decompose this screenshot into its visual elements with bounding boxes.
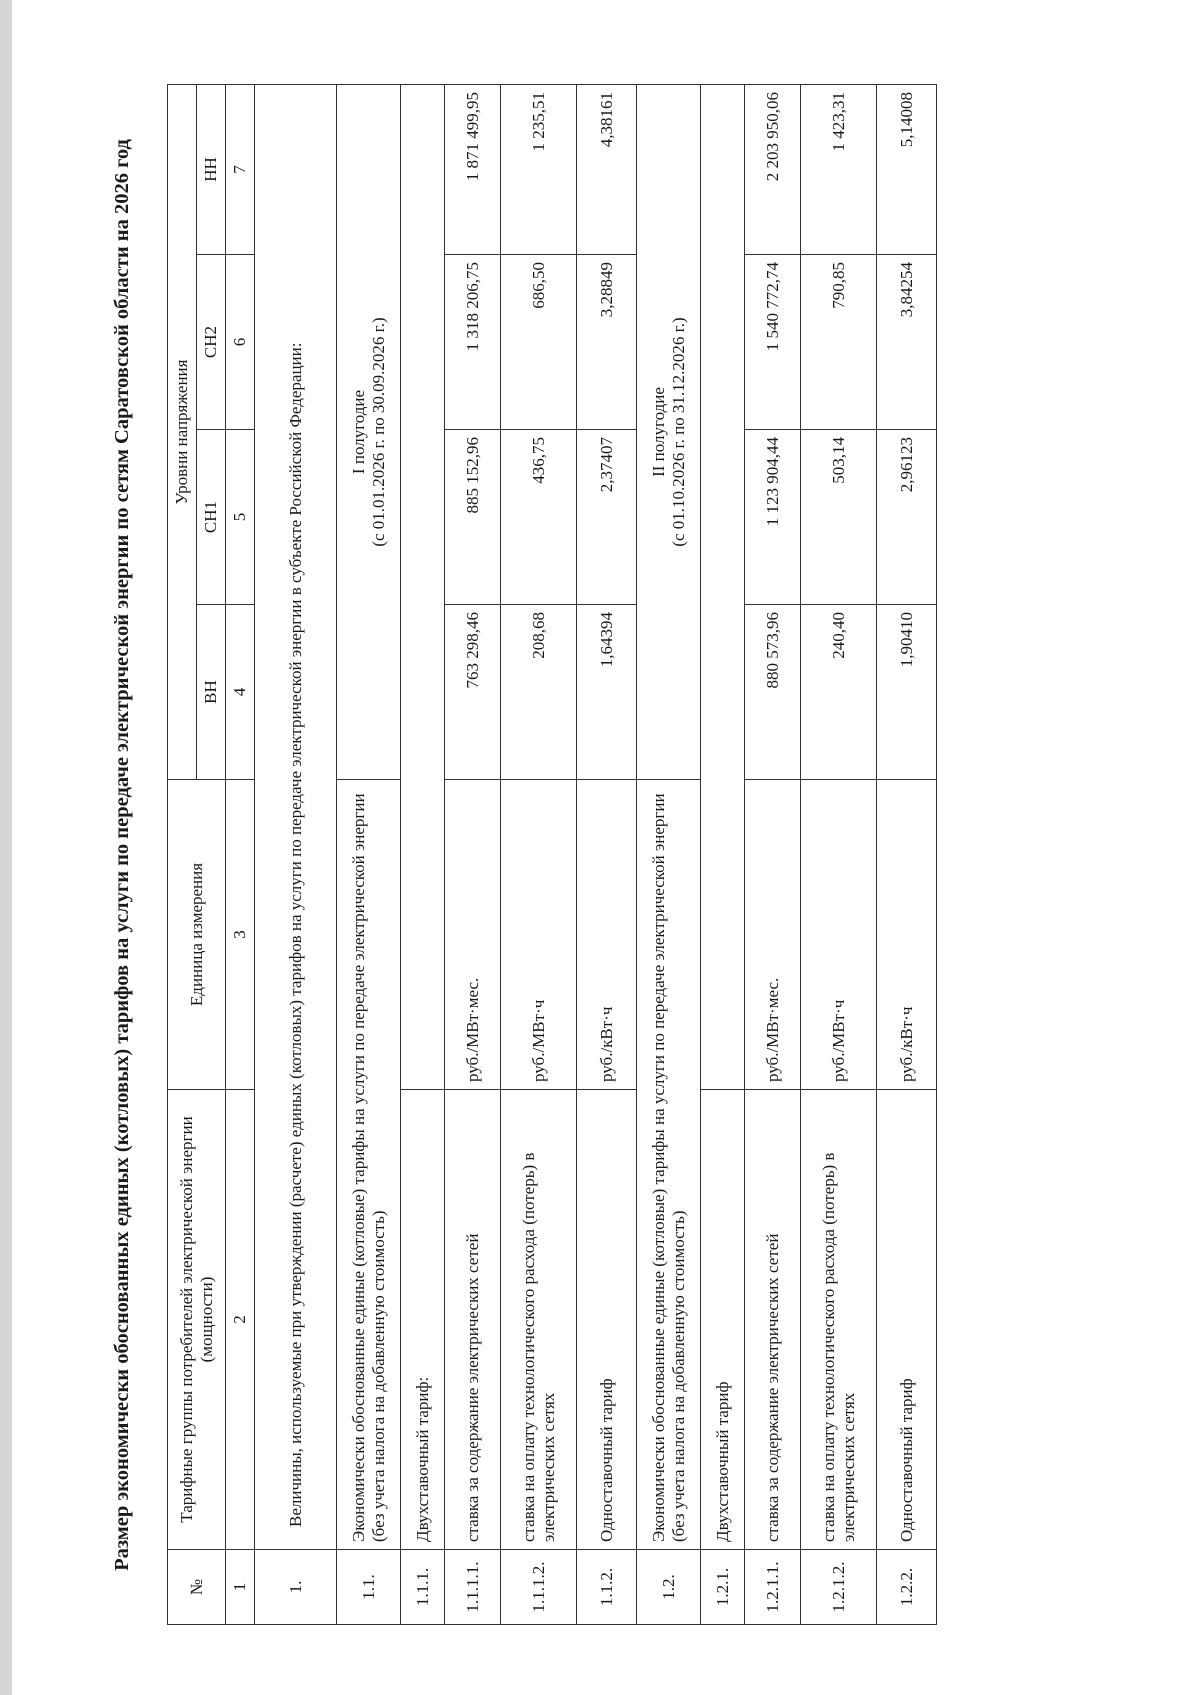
- header-sn1: СН1: [197, 430, 226, 605]
- value-nn: 1 423,31: [801, 85, 877, 255]
- table-row: [701, 85, 745, 1625]
- row-number: 1.2.1.1.: [745, 1550, 801, 1625]
- row-label: ставка на оплату технологического расхода (потерь) в электрических сетях: [801, 1090, 877, 1550]
- row-unit: руб./кВт·ч: [577, 780, 637, 1090]
- rotated-content: [105, 0, 1200, 1665]
- value-sn1: 2,37407: [577, 430, 637, 605]
- value-vn: 1,90410: [877, 605, 937, 780]
- row-number: 1.1.1.1.: [445, 1550, 501, 1625]
- value-sn1: 503,14: [801, 430, 877, 605]
- row-label: Двухставочный тариф:: [401, 1090, 445, 1550]
- table-row: [745, 85, 801, 1625]
- period-dates: (с 01.10.2026 г. по 31.12.2026 г.): [668, 317, 688, 547]
- row-number: 1.2.2.: [877, 1550, 937, 1625]
- table-row: [255, 85, 337, 1625]
- row-unit: руб./МВт·ч: [501, 780, 577, 1090]
- column-number: 1: [226, 1550, 255, 1625]
- row-label: Экономически обоснованные единые (котловые) тарифы на услуги по передаче электрической энергии (без учета налога на добавленную стоимость): [637, 780, 701, 1550]
- period-cell: [637, 85, 701, 780]
- column-number: 3: [226, 780, 255, 1090]
- column-number: 5: [226, 430, 255, 605]
- value-sn1: 436,75: [501, 430, 577, 605]
- header-voltage-levels: Уровни напряжения: [168, 85, 197, 780]
- document-page: [12, 0, 1200, 1695]
- row-label: Двухставочный тариф: [701, 1090, 745, 1550]
- value-vn: 880 573,96: [745, 605, 801, 780]
- period-cell: [337, 85, 401, 780]
- value-sn1: 1 123 904,44: [745, 430, 801, 605]
- table-row: [501, 85, 577, 1625]
- row-label: Величины, используемые при утверждении (расчете) единых (котловых) тарифов на услуги по передаче электрической энергии в субъекте Российской Федерации:: [255, 85, 337, 1550]
- value-sn2: 686,50: [501, 255, 577, 430]
- column-number: 4: [226, 605, 255, 780]
- row-label: ставка за содержание электрических сетей: [445, 1090, 501, 1550]
- table-row: [577, 85, 637, 1625]
- period-dates: (с 01.01.2026 г. по 30.09.2026 г.): [368, 317, 388, 547]
- column-number: 6: [226, 255, 255, 430]
- period-label: I полугодие: [348, 389, 368, 475]
- table-row: [637, 85, 701, 1625]
- row-label: Одноставочный тариф: [577, 1090, 637, 1550]
- value-nn: 5,14008: [877, 85, 937, 255]
- value-sn1: 2,96123: [877, 430, 937, 605]
- row-label: ставка за содержание электрических сетей: [745, 1090, 801, 1550]
- period-label: II полугодие: [648, 387, 668, 477]
- row-unit: руб./МВт·ч: [801, 780, 877, 1090]
- table-row: [401, 85, 445, 1625]
- value-sn2: 790,85: [801, 255, 877, 430]
- value-sn2: 3,84254: [877, 255, 937, 430]
- header-sn2: СН2: [197, 255, 226, 430]
- row-number: 1.: [255, 1550, 337, 1625]
- value-vn: 240,40: [801, 605, 877, 780]
- row-unit: руб./МВт·мес.: [445, 780, 501, 1090]
- tariff-table: [167, 84, 937, 1625]
- row-unit: руб./кВт·ч: [877, 780, 937, 1090]
- row-unit: руб./МВт·мес.: [745, 780, 801, 1090]
- value-sn2: 1 318 206,75: [445, 255, 501, 430]
- row-label: Экономически обоснованные единые (котловые) тарифы на услуги по передаче электрической энергии (без учета налога на добавленную стоимость): [337, 780, 401, 1550]
- value-sn1: 885 152,96: [445, 430, 501, 605]
- value-sn2: 1 540 772,74: [745, 255, 801, 430]
- row-label: Одноставочный тариф: [877, 1090, 937, 1550]
- value-nn: 1 235,51: [501, 85, 577, 255]
- empty-cell: [701, 85, 745, 1090]
- table-row: [801, 85, 877, 1625]
- column-number: 2: [226, 1090, 255, 1550]
- table-row: [445, 85, 501, 1625]
- header-number: №: [168, 1550, 226, 1625]
- row-number: 1.2.1.2.: [801, 1550, 877, 1625]
- document-title: Размер экономически обоснованных единых (котловых) тарифов на услуги по передаче электрической энергии по сетям Саратовской области на 2026 год: [111, 139, 133, 1571]
- row-number: 1.1.1.: [401, 1550, 445, 1625]
- table-row: [337, 85, 401, 1625]
- table-row: [877, 85, 937, 1625]
- empty-cell: [401, 85, 445, 1090]
- header-nn: НН: [197, 85, 226, 255]
- value-vn: 208,68: [501, 605, 577, 780]
- value-vn: 763 298,46: [445, 605, 501, 780]
- header-vn: ВН: [197, 605, 226, 780]
- row-number: 1.2.: [637, 1550, 701, 1625]
- row-number: 1.1.2.: [577, 1550, 637, 1625]
- row-number: 1.1.: [337, 1550, 401, 1625]
- header-group: Тарифные группы потребителей электрической энергии (мощности): [168, 1090, 226, 1550]
- column-number-row: [226, 85, 255, 1625]
- value-nn: 4,38161: [577, 85, 637, 255]
- header-unit: Единица измерения: [168, 780, 226, 1090]
- row-number: 1.1.1.2.: [501, 1550, 577, 1625]
- value-nn: 1 871 499,95: [445, 85, 501, 255]
- table-header-row: [168, 85, 197, 1625]
- column-number: 7: [226, 85, 255, 255]
- row-number: 1.2.1.: [701, 1550, 745, 1625]
- value-vn: 1,64394: [577, 605, 637, 780]
- row-label: ставка на оплату технологического расхода (потерь) в электрических сетях: [501, 1090, 577, 1550]
- value-sn2: 3,28849: [577, 255, 637, 430]
- value-nn: 2 203 950,06: [745, 85, 801, 255]
